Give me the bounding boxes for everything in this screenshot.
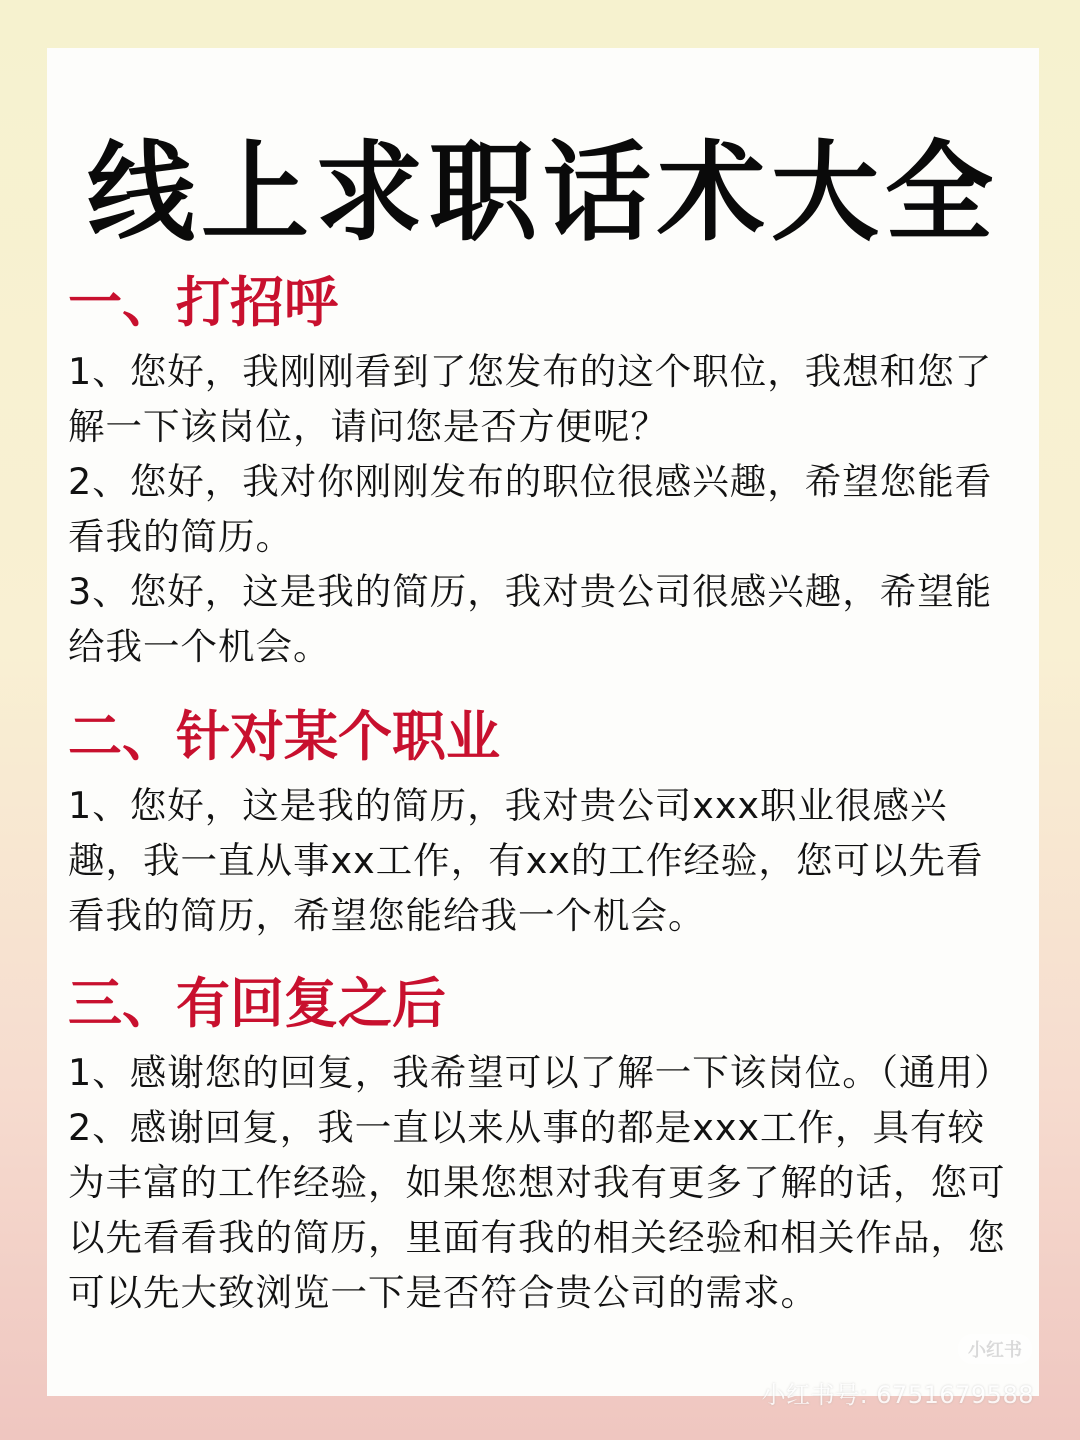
content-card — [47, 48, 1039, 1396]
list-item: 3、您好，这是我的简历，我对贵公司很感兴趣，希望能给我一个机会。 — [68, 570, 993, 668]
list-item: 2、您好，我对你刚刚发布的职位很感兴趣，希望您能看看我的简历。 — [68, 460, 993, 558]
section-after-reply — [68, 972, 1018, 1320]
page-title: 线上求职话术大全 — [86, 131, 999, 256]
list-item: 1、您好，我刚刚看到了您发布的这个职位，我想和您了解一下该岗位，请问您是否方便呢？ — [68, 350, 993, 448]
watermark-id: 小红书号: 6751679588 — [761, 1381, 1034, 1409]
section-heading: 一、打招呼 — [68, 271, 338, 334]
section-heading: 二、针对某个职业 — [68, 705, 500, 768]
watermark-logo: 小红书 — [958, 1334, 1032, 1364]
section-greeting — [68, 271, 1018, 674]
section-specific-job — [68, 705, 1018, 943]
content-body — [68, 271, 1018, 1356]
section-heading: 三、有回复之后 — [68, 972, 446, 1035]
list-item: 2、感谢回复，我一直以来从事的都是xxx工作，具有较为丰富的工作经验，如果您想对我有更多了解的话，您可以先看看我的简历，里面有我的相关经验和相关作品，您可以先大致浏览一下是否符合贵公司的需求。 — [68, 1106, 1006, 1314]
list-item: 1、感谢您的回复，我希望可以了解一下该岗位。（通用） — [68, 1051, 1012, 1094]
list-item: 1、您好，这是我的简历，我对贵公司xxx职业很感兴趣，我一直从事xx工作，有xx的工作经验，您可以先看看我的简历，希望您能给我一个机会。 — [68, 784, 984, 937]
